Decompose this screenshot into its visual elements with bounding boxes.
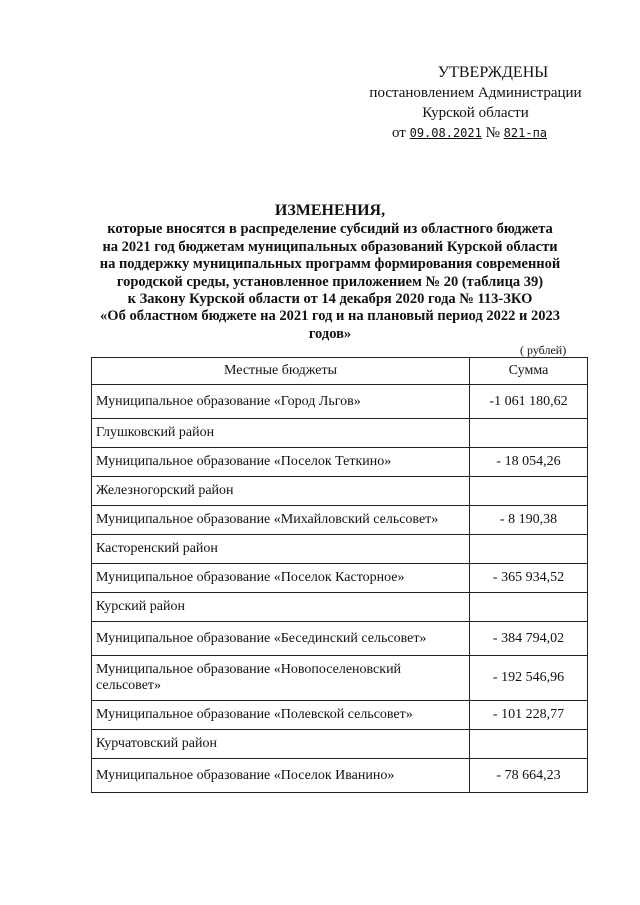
approval-block: [368, 63, 608, 143]
approval-title: УТВЕРЖДЕНЫ: [437, 64, 549, 81]
row-name: Муниципальное образование «Бесединский сельсовет»: [92, 622, 470, 656]
approval-date: 09.08.2021: [409, 126, 482, 140]
table-header-row: [92, 358, 588, 385]
heading-line: «Об областном бюджете на 2021 год и на плановый период 2022 и 2023: [100, 308, 560, 325]
table-row: [92, 535, 588, 564]
row-name: Муниципальное образование «Поселок Иванино»: [92, 759, 470, 793]
table-row: [92, 656, 588, 701]
row-sum: [470, 535, 588, 564]
heading-line: на 2021 год бюджетам муниципальных образований Курской области: [102, 238, 558, 255]
approval-line-1: постановлением Администрации: [369, 85, 582, 101]
heading-line: к Закону Курской области от 14 декабря 2020 года № 113-ЗКО: [127, 291, 533, 308]
row-name: Муниципальное образование «Новопоселеновский сельсовет»: [92, 656, 470, 701]
row-sum: - 18 054,26: [470, 448, 588, 477]
document-heading: [70, 202, 590, 343]
row-name: Муниципальное образование «Михайловский сельсовет»: [92, 506, 470, 535]
row-sum: - 192 546,96: [470, 656, 588, 701]
unit-label: ( рублей): [520, 343, 567, 357]
heading-line: городской среды, установленное приложением № 20 (таблица 39): [116, 273, 544, 290]
row-sum: - 101 228,77: [470, 701, 588, 730]
row-sum: - 8 190,38: [470, 506, 588, 535]
row-name: Муниципальное образование «Полевской сельсовет»: [92, 701, 470, 730]
row-sum: [470, 477, 588, 506]
table-row: [92, 385, 588, 419]
table-row: [92, 701, 588, 730]
table-row: [92, 759, 588, 793]
table-row: [92, 477, 588, 506]
row-sum: [470, 730, 588, 759]
row-sum: - 78 664,23: [470, 759, 588, 793]
number-prefix: №: [485, 125, 500, 141]
heading-line: годов»: [308, 325, 352, 342]
table-row: [92, 730, 588, 759]
table-row: [92, 448, 588, 477]
heading-title: ИЗМЕНЕНИЯ,: [274, 202, 386, 219]
row-name: Курчатовский район: [92, 730, 470, 759]
approval-date-number: [392, 123, 608, 143]
approval-line-2: Курской области: [422, 105, 529, 121]
row-name: Муниципальное образование «Поселок Касторное»: [92, 564, 470, 593]
row-name: Касторенский район: [92, 535, 470, 564]
table-row: [92, 564, 588, 593]
row-name: Глушковский район: [92, 419, 470, 448]
table-row: [92, 506, 588, 535]
table-row: [92, 593, 588, 622]
row-sum: [470, 593, 588, 622]
table-row: [92, 622, 588, 656]
row-name: Курский район: [92, 593, 470, 622]
row-name: Железногорский район: [92, 477, 470, 506]
row-sum: [470, 419, 588, 448]
heading-line: которые вносятся в распределение субсидий из областного бюджета: [107, 221, 553, 238]
approval-number: 821-па: [503, 126, 548, 140]
row-sum: -1 061 180,62: [470, 385, 588, 419]
heading-line: на поддержку муниципальных программ формирования современной: [99, 256, 561, 273]
row-sum: - 384 794,02: [470, 622, 588, 656]
header-sum: Сумма: [470, 358, 588, 385]
row-name: Муниципальное образование «Поселок Теткино»: [92, 448, 470, 477]
table-row: [92, 419, 588, 448]
date-prefix: от: [392, 125, 406, 141]
row-sum: - 365 934,52: [470, 564, 588, 593]
subsidy-table: [91, 357, 588, 793]
row-name: Муниципальное образование «Город Льгов»: [92, 385, 470, 419]
header-local-budgets: Местные бюджеты: [92, 358, 470, 385]
